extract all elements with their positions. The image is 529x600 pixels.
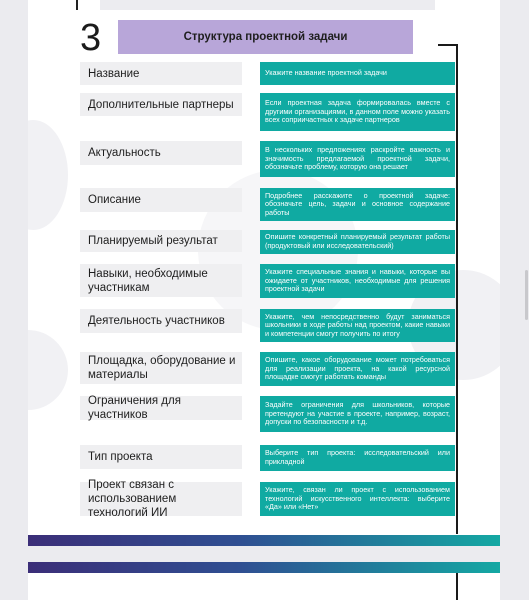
row-description: Опишите, какое оборудование может потребоваться для реализации проекта, на какой ресурсной площадке смогут работать команды: [260, 352, 455, 386]
page-header-bar: [28, 562, 500, 573]
row-label: Название: [80, 62, 242, 85]
row-description: Укажите, связан ли проект с использованием технологий искусственного интеллекта: выберите «Да» или «Нет»: [260, 482, 455, 516]
row-description: Задайте ограничения для школьников, которые претендуют на участие в проекте, например, возраст, допуски по безопасности и т.д.: [260, 396, 455, 432]
frame-line: [456, 44, 458, 534]
decorative-box: [100, 0, 435, 10]
row-description: Опишите конкретный планируемый результат работы (продуктовый или исследовательский): [260, 230, 455, 254]
section-number: 3: [80, 17, 102, 59]
page-footer-bar: [28, 535, 500, 546]
row-label: Дополнительные партнеры: [80, 93, 242, 116]
row-label: Ограничения для участников: [80, 396, 242, 420]
row-label: Площадка, оборудование и материалы: [80, 352, 242, 384]
row-label: Актуальность: [80, 141, 242, 165]
next-page: [28, 562, 500, 600]
decorative-circle: [28, 120, 68, 230]
row-description: Укажите, чем непосредственно будут заниматься школьники в ходе работы над проектом, какие навыки и компетенции смогут получить по итогу: [260, 309, 455, 342]
row-description: В нескольких предложениях раскройте важность и значимость предлагаемой проектной задачи, обозначьте проблему, которую она решает: [260, 141, 455, 177]
section-title: Структура проектной задачи: [118, 20, 413, 54]
scrollbar[interactable]: [525, 270, 528, 320]
row-label: Навыки, необходимые участникам: [80, 264, 242, 297]
document-page: [28, 0, 500, 546]
frame-line: [456, 573, 458, 600]
row-label: Проект связан с использованием технологий ИИ: [80, 482, 242, 516]
decorative-line: [76, 0, 78, 10]
decorative-circle: [28, 330, 68, 410]
row-description: Если проектная задача формировалась вместе с другими организациями, в данном поле можно указать всех соприичастных к задаче партнеров: [260, 93, 455, 131]
row-description: Укажите специальные знания и навыки, которые вы ожидаете от участников, необходимые для решения проектной задачи: [260, 264, 455, 298]
row-label: Планируемый результат: [80, 230, 242, 252]
row-description: Выберите тип проекта: исследовательский или прикладной: [260, 445, 455, 471]
row-label: Деятельность участников: [80, 309, 242, 333]
row-description: Укажите название проектной задачи: [260, 62, 455, 85]
row-description: Подробнее расскажите о проектной задаче: обозначьте цель, задачи и основное содержание работы: [260, 188, 455, 221]
row-label: Описание: [80, 188, 242, 212]
frame-line: [438, 44, 458, 46]
row-label: Тип проекта: [80, 445, 242, 469]
